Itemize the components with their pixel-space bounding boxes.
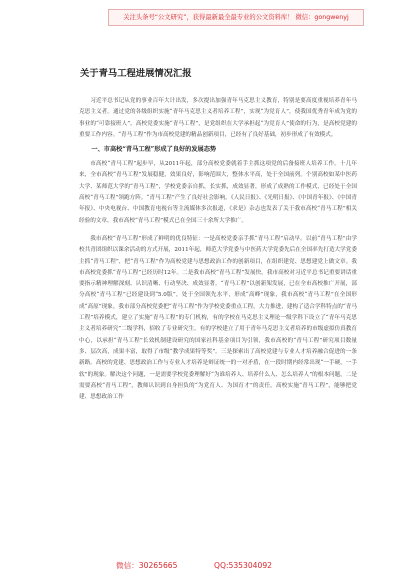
intro-paragraph: 习近平总书记从党的事业百年大计出发，多次提出加强青年马克思主义教育，特别是要高度重视培养青年马克思主义者。通过党的各级组织实施“青年马克思主义者培养工程”，实现“为党育人”，使我国优秀青年成为党的事业的“可靠接班人”。高校党委实施“青马工程”，是党组织在大学承担起“为党育人”使命的行为，是高校党建的重要工作内容。“青马工程”作为市高校党建的精品创新项目，已经有了良好基础，初步形成了有效模式。 bbox=[79, 98, 357, 138]
footer-wechat: 微信：30265665 bbox=[116, 561, 178, 570]
document-body bbox=[79, 96, 357, 403]
section-paragraph: 我市高校“青马工程”形成了鲜明的优良特征：一是高校党委亲手抓“青马工程”启动早。以前“青马工程”由学校共青团组织以课余活动的方式开展，2011年起，师范大学党委与中医药大学党委先后在全国率先打造大学党委主抓“青马工程”，把“青马工程”作为高校党建与思想政治工作的创新项目，在组织建党、思想建党上做文章。我市高校党委抓“青马工程”已经历时12年。二是我市高校“青马工程”发展快。我市高校对习近平总书记重要讲话重要指示精神理解深刻、认识清晰、行动坚决、成效显著。“青马工程”以创新架发展，已在全市高校推广开展，部分高校“青马工程”已经建设到“5.0版”，处于全国领先水平，形成“高峰”现象，我市高校“青马工程”在全国形成“高原”现象。我市部分高校党委把“青马工程”作为学校党委重点工程，大力推进，建构了适合学科特点的“青马工程”培养模式，建立了实施“青马工程”的专门机构，有的学校在马克思主义理论一级学科下设立了“青年马克思主义者培养研究”二级学科，招收了专业研究生，有的学校建立了用于青年马克思主义者培养的市级虚拟仿真教育中心，以承担“青马工程”长效机制建设研究的国家社科基金项目为引领，我市高校的“青马工程”研究项目数量多、层次高，成果丰富，取得了市级“教学成果特等奖”。三是探索出了高校党建与专业人才培养融合促进的一条新路。高校的党建、思想政治工作与专业人才培养是辩证统一的一对矛盾，在一段时期内经常出现“一手硬，一手软”的现象。解决这个问题，一是需要学校党委理解好“为谁培养人、培养什么人、怎么培养人”的根本问题，二是需要高校“青马工程”，教师认识到自身担负的“为党育人、为国育才”的责任。高校实施“青马工程”，能够把党建、思想政治工作 bbox=[79, 235, 357, 401]
document-title: 关于青马工程进展情况汇报 bbox=[80, 68, 192, 79]
footer-qq: QQ:535304092 bbox=[214, 561, 272, 570]
top-banner bbox=[108, 9, 364, 26]
section-paragraph: 市高校“青马工程”起步早，从2011年起，部分高校党委就着手主抓这项党的后备接班人培养工作。十几年来，全市高校“青马工程”发展稳健，效果良好，影响范围大，整体水平高，处于全国前列。个别高校如某中医药大学、某师范大学的“青马工程”，学校党委亲自抓，长实抓，成效显著，形成了成熟的工作模式，已经处于全国高校“青马工程”领跑方阵。“青马工程”产生了良好社会影响，《人民日报》、《光明日报》、《中国青年报》、《中国青年报》、中央电视台、中国教育电视台等主流媒体多次报道，《求是》杂志也发表了关于我市高校“青马工程”相关经验的文章，我市高校“青马工程”模式已在全国三十余所大学推广。 bbox=[79, 161, 357, 224]
banner-text: 关注头条号“公文研究”，获得最新最全最专业的公文资料库！ 微信：gongwenyj bbox=[123, 14, 349, 21]
footer-contacts bbox=[0, 558, 408, 574]
section-heading: 一、市高校“青马工程”形成了良好的发展态势 bbox=[91, 146, 217, 154]
